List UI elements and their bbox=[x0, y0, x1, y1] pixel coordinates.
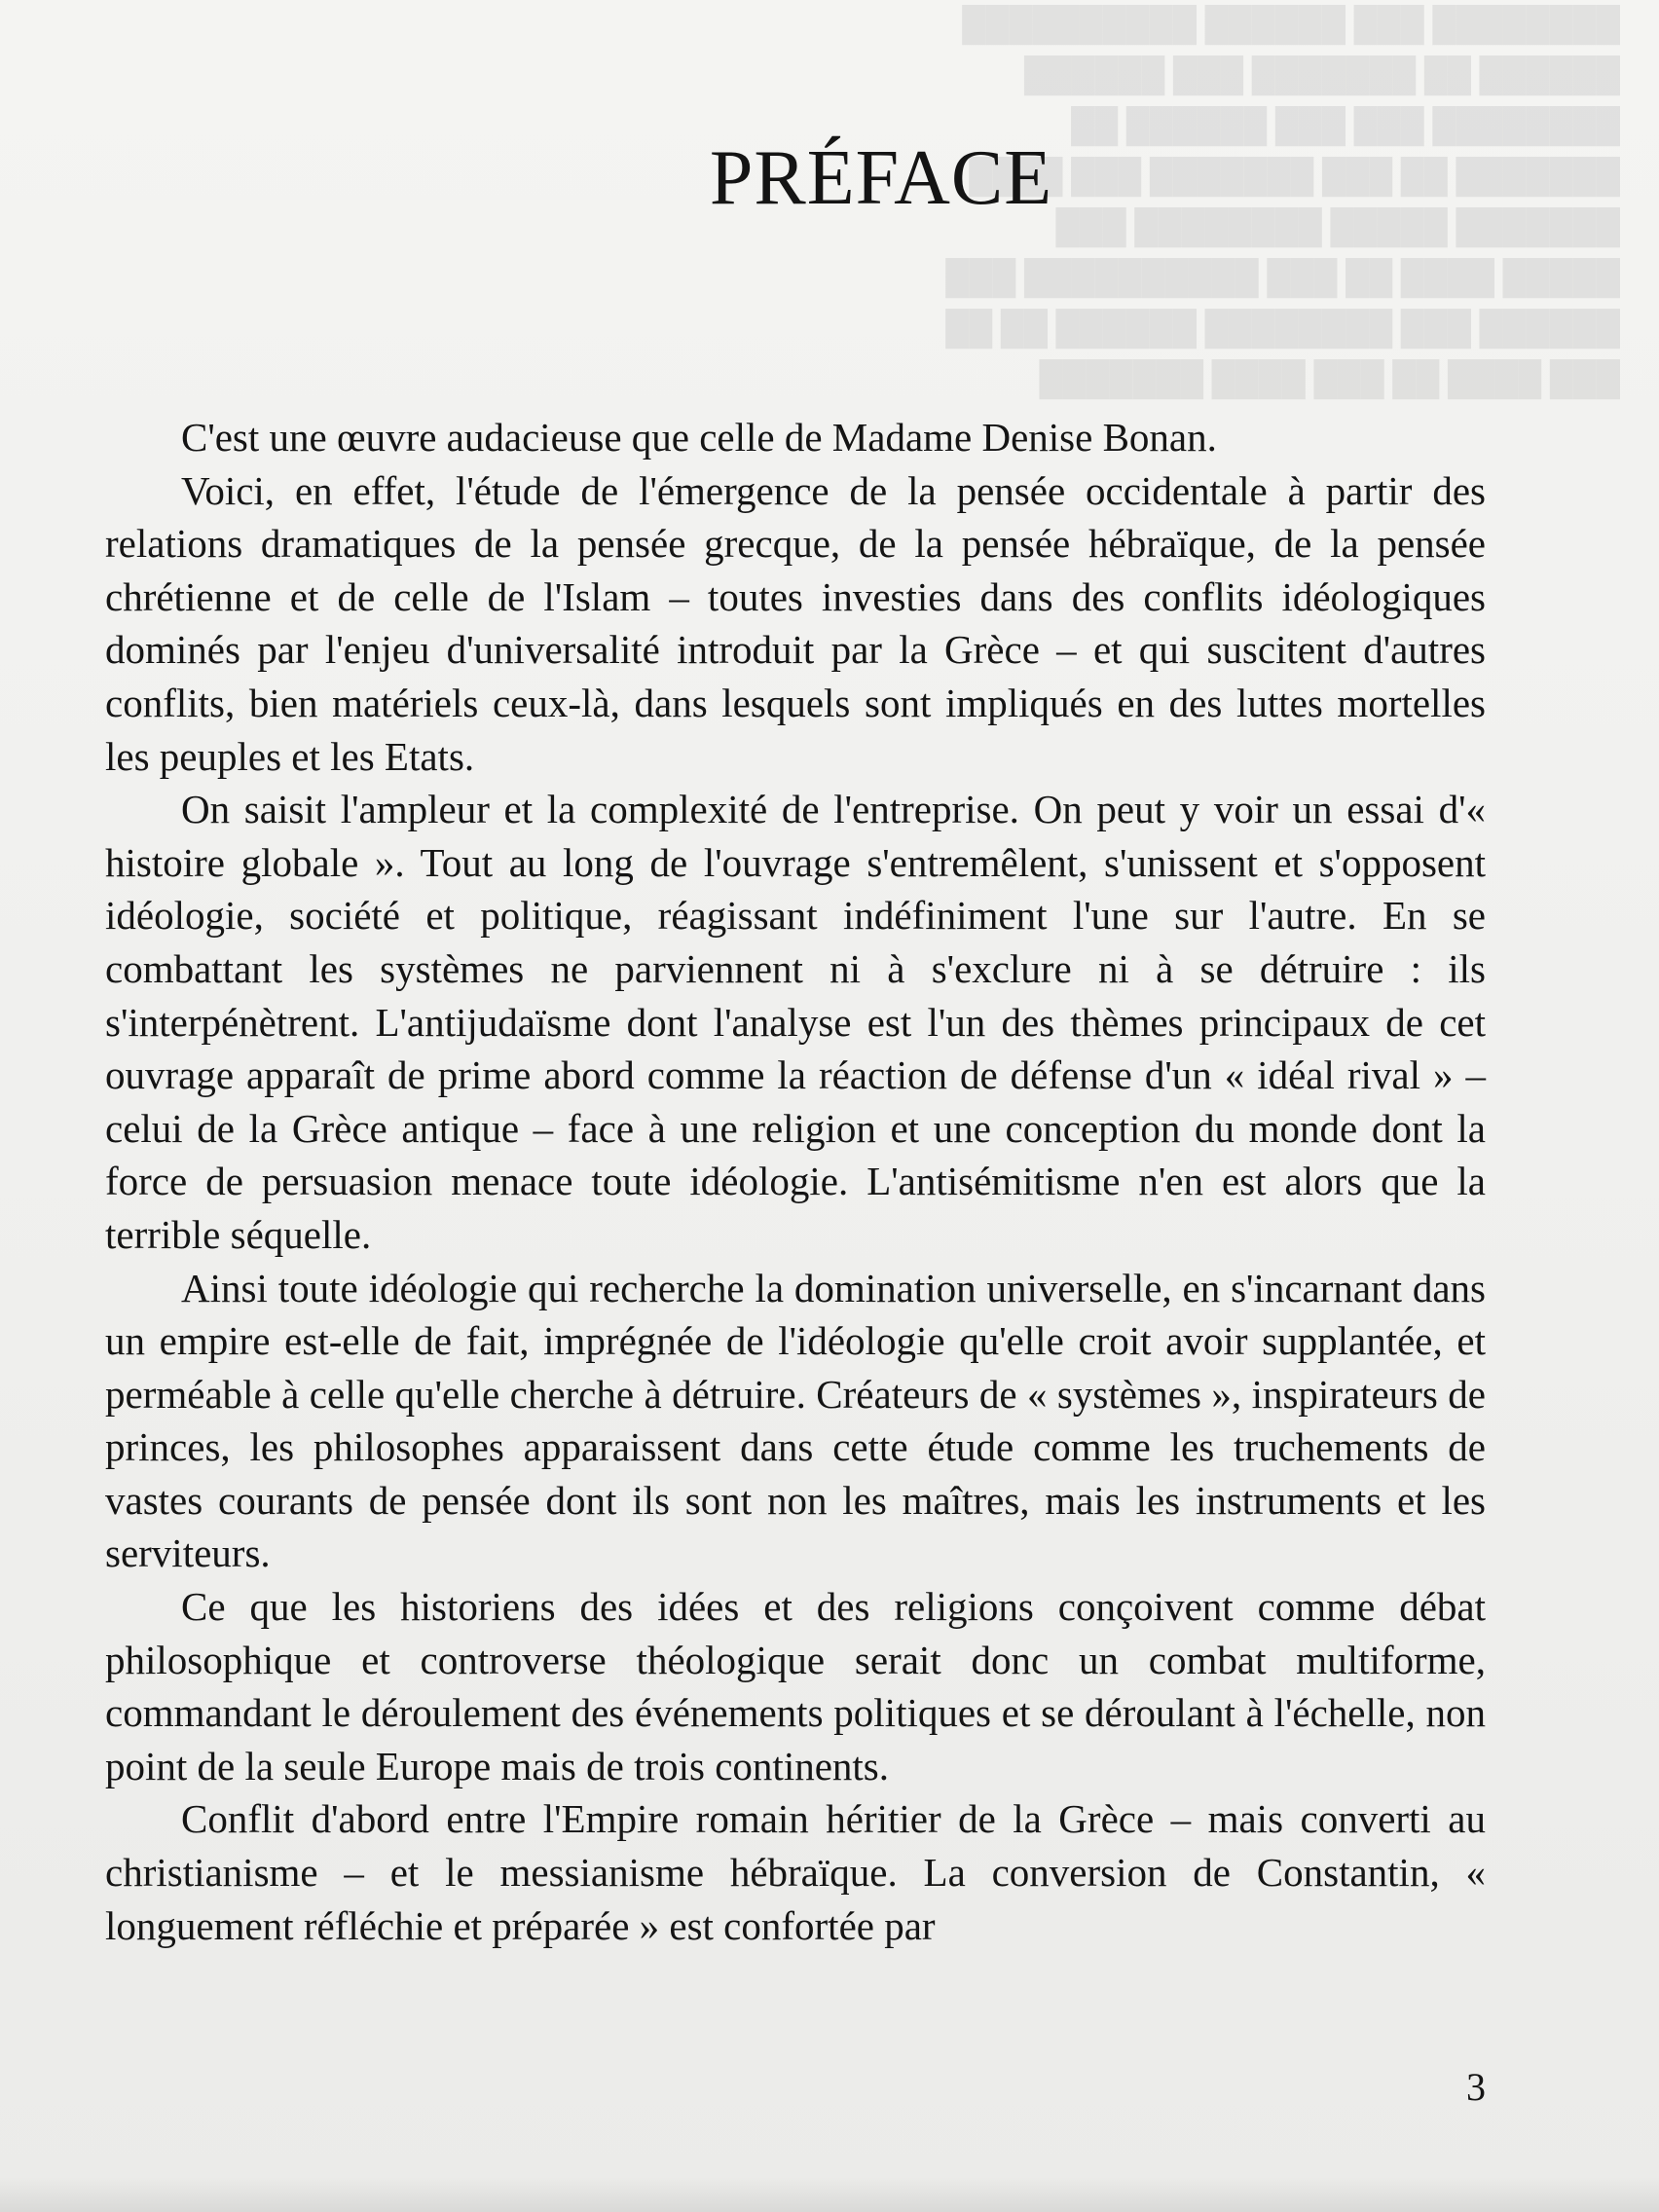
preface-body bbox=[105, 411, 1486, 1952]
page-title: PRÉFACE bbox=[709, 135, 1053, 221]
paragraph-2: Voici, en effet, l'étude de l'émergence de la pensée occidentale à partir des relations dramatiques de la pensée grecque, de la pensée hébraïque, de la pensée chrétienne et de celle de l'Islam – toutes investies dans des conflits idéologiques dominés par l'enjeu d'universalité introduit par la Grèce – et qui suscitent d'autres conflits, bien matériels ceux-là, dans lesquels sont impliqués en des luttes mortelles les peuples et les Etats. bbox=[105, 467, 1486, 779]
paragraph-4: Ainsi toute idéologie qui recherche la domination universelle, en s'incarnant dans un empire est-elle de fait, imprégnée de l'idéologie qu'elle croit avoir supplantée, et perméable à celle qu'elle cherche à détruire. Créateurs de « systèmes », inspirateurs de princes, les philosophes apparaissent dans cette étude comme les truchements de vastes courants de pensée dont ils sont non les maîtres, mais les instruments et les serviteurs. bbox=[105, 1265, 1486, 1576]
paragraph-5: Ce que les historiens des idées et des religions conçoivent comme débat philosophique et controverse théologique serait donc un combat multiforme, commandant le déroulement des événements politiques et se déroulant à l'échelle, non point de la seule Europe mais de trois continents. bbox=[105, 1584, 1486, 1788]
page-edge-shadow bbox=[0, 2177, 1659, 2212]
paragraph-1: C'est une œuvre audacieuse que celle de Madame Denise Bonan. bbox=[181, 415, 1217, 460]
page-number: 3 bbox=[1466, 2065, 1486, 2109]
paragraph-6: Conflit d'abord entre l'Empire romain héritier de la Grèce – mais converti au christianisme – et le messianisme hébraïque. La conversion de Constantin, « longuement réfléchie et préparée » est confortée par bbox=[105, 1796, 1486, 1948]
bleed-through-texture: ████████ ███ ██████ ██████████ ██████ ██ ███████ ███ ██████ ████████ ███ ███ ██████ ██ ███████ ██ ███ ███████ ███ ████ ███████ █████ ████████ ███ █████ ████ ██ ███ ██████████ ███ ██████ ███ ████████ ██████ ██ ██ ███ ████ ██ ███ ████ ███████ bbox=[945, 7, 1620, 397]
paragraph-3: On saisit l'ampleur et la complexité de l'entreprise. On peut y voir un essai d'« histoire globale ». Tout au long de l'ouvrage s'entremêlent, s'unissent et s'opposent idéologie, société et politique, réagissant indéfiniment l'une sur l'autre. En se combattant les systèmes ne parviennent ni à s'exclure ni à se détruire : ils s'interpénètrent. L'antijudaïsme dont l'analyse est l'un des thèmes principaux de cet ouvrage apparaît de prime abord comme la réaction de défense d'un « idéal rival » – celui de la Grèce antique – face à une religion et une conception du monde dont la force de persuasion menace toute idéologie. L'antisémitisme n'en est alors que la terrible séquelle. bbox=[105, 787, 1486, 1257]
